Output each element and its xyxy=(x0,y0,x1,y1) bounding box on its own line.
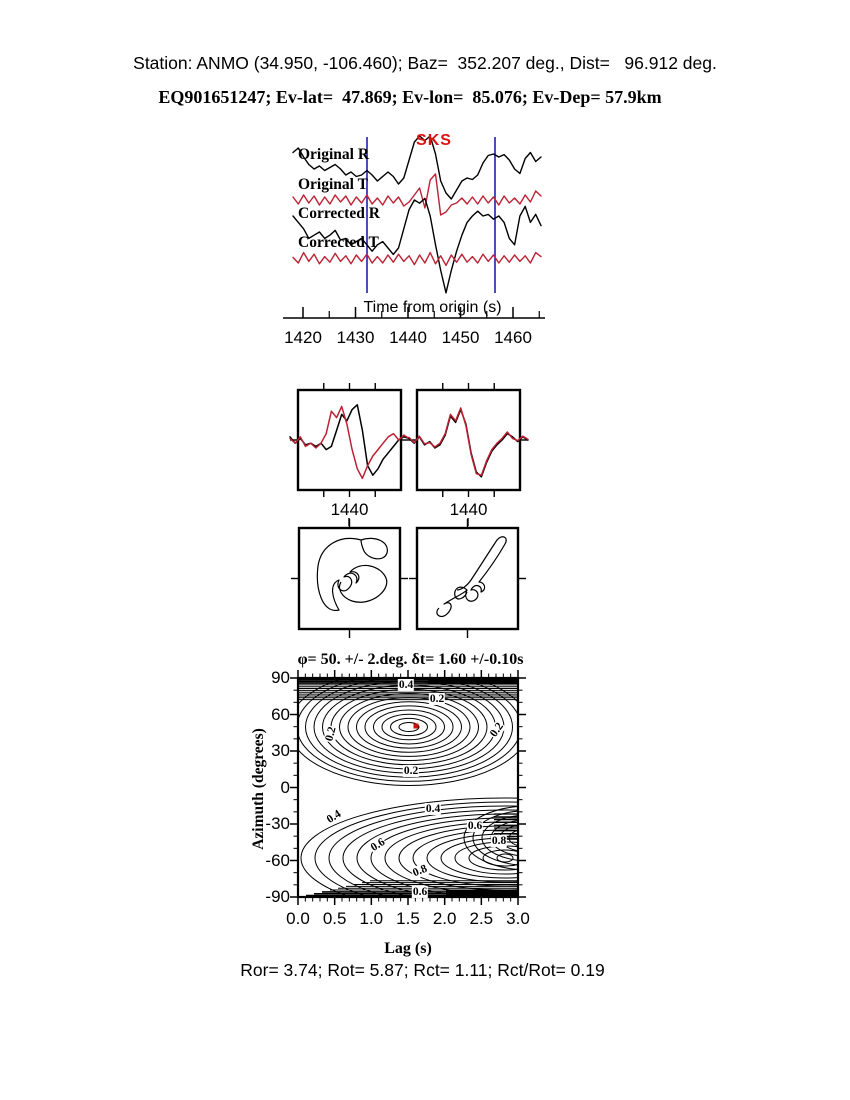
contour-value-label: 0.4 xyxy=(425,802,441,815)
quality-stats: Ror= 3.74; Rot= 5.87; Rct= 1.11; Rct/Rot= 0.19 xyxy=(240,960,605,980)
azimuth-tick-label: -90 xyxy=(265,887,290,906)
time-axis-label: Time from origin (s) xyxy=(363,299,502,316)
contour-value-label: 0.6 xyxy=(368,836,388,854)
trace-label-original-t: Original T xyxy=(298,176,368,193)
time-tick-label: 1440 xyxy=(389,328,427,347)
contour-title: φ= 50. +/- 2.deg. δt= 1.60 +/-0.10s xyxy=(297,651,524,668)
wave-xtick-label: 1440 xyxy=(449,500,488,519)
wave-xtick-label: 1440 xyxy=(330,500,369,519)
contour-value-label: 0.2 xyxy=(487,720,507,740)
contour-value-label: 0.2 xyxy=(323,725,339,743)
azimuth-tick-label: 30 xyxy=(271,741,290,760)
azimuth-tick-label: 60 xyxy=(271,704,290,724)
contour-value-label: 0.2 xyxy=(429,692,445,705)
contour-value-label: 0.6 xyxy=(467,819,483,832)
azimuth-axis-label: Azimuth (degrees) xyxy=(250,728,267,850)
station-title: Station: ANMO (34.950, -106.460); Baz= 352.207 deg., Dist= 96.912 deg. xyxy=(133,53,717,73)
azimuth-tick-label: 90 xyxy=(271,668,290,687)
time-tick-label: 1450 xyxy=(441,328,480,347)
lag-axis-label: Lag (s) xyxy=(384,940,432,957)
azimuth-tick-label: -60 xyxy=(265,850,290,870)
particle-motion-uncorrected xyxy=(317,538,387,610)
contour-lines xyxy=(289,669,710,918)
phase-label: SKS xyxy=(416,132,452,149)
contour-value-label: 0.6 xyxy=(412,885,428,898)
trace-label-corrected-t: Corrected T xyxy=(298,234,379,251)
lag-tick-label: 2.0 xyxy=(432,909,457,928)
lag-tick-label: 0.5 xyxy=(322,909,347,928)
contour-value-label: 0.8 xyxy=(411,862,429,880)
contour-value-label: 0.4 xyxy=(398,678,414,691)
time-tick-label: 1460 xyxy=(494,328,532,347)
lag-tick-label: 2.5 xyxy=(469,909,494,928)
trace-label-original-r: Original R xyxy=(298,146,370,163)
lag-tick-label: 1.5 xyxy=(396,909,420,928)
trace-label-corrected-r: Corrected R xyxy=(298,205,380,222)
azimuth-tick-label: -30 xyxy=(265,814,290,833)
contour-value-label: 0.2 xyxy=(403,764,419,777)
contour-value-label: 0.8 xyxy=(491,834,507,847)
lag-tick-label: 0.0 xyxy=(286,909,310,928)
time-tick-label: 1430 xyxy=(336,328,375,347)
particle-motion-corrected xyxy=(437,537,506,617)
time-tick-label: 1420 xyxy=(284,328,322,347)
contour-value-label: 0.4 xyxy=(324,808,344,826)
lag-tick-label: 3.0 xyxy=(506,909,530,928)
event-title: EQ901651247; Ev-lat= 47.869; Ev-lon= 85.076; Ev-Dep= 57.9km xyxy=(158,87,662,107)
azimuth-tick-label: 0 xyxy=(280,777,290,797)
lag-tick-label: 1.0 xyxy=(359,909,384,928)
